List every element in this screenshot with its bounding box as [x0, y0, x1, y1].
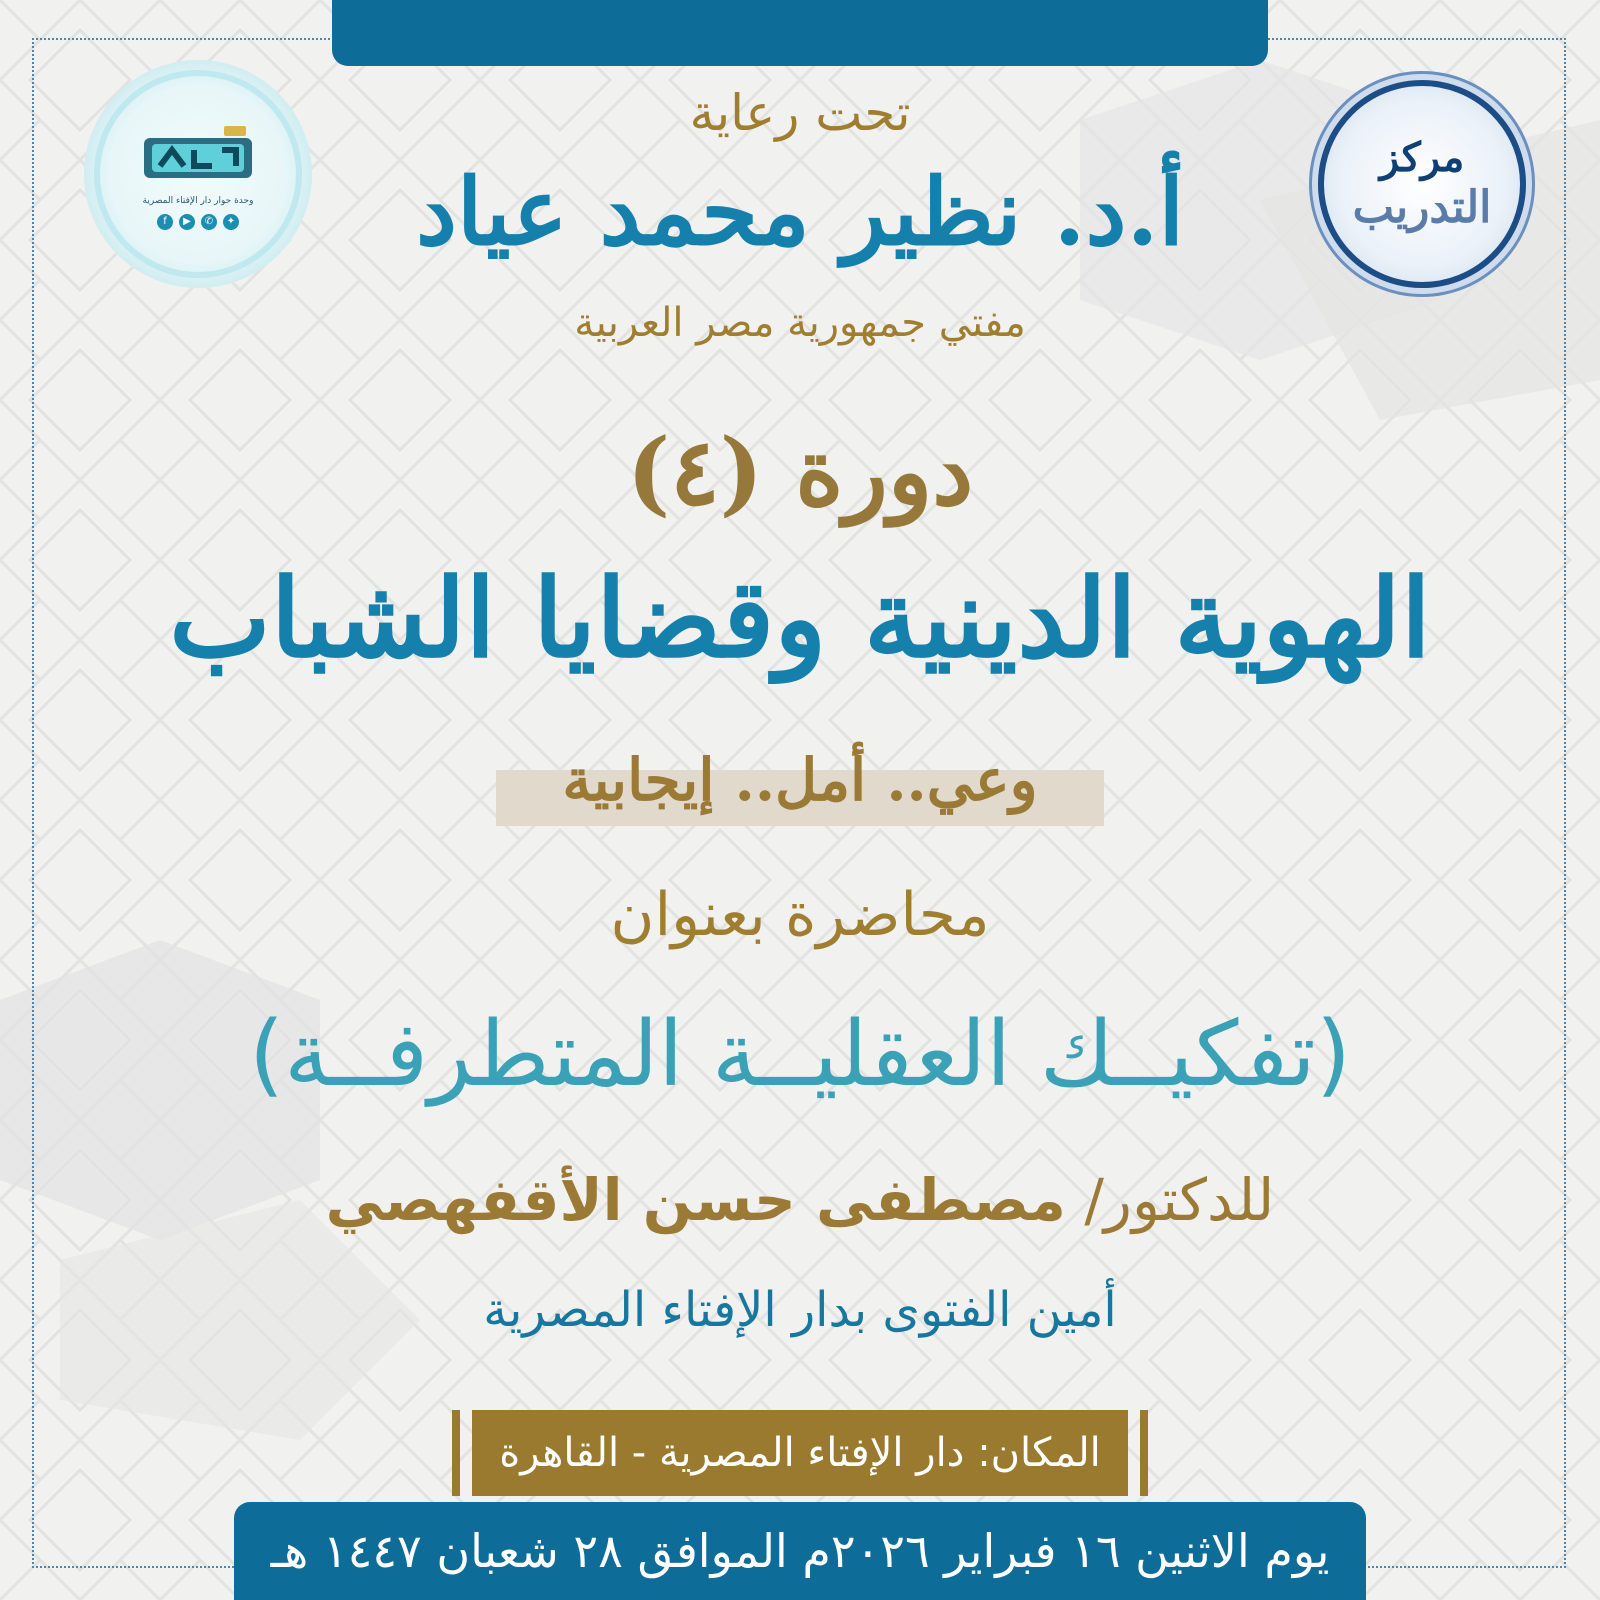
patron-title: مفتي جمهورية مصر العربية	[574, 300, 1026, 346]
speaker-line	[0, 1166, 1600, 1234]
course-slogan: وعي.. أمل.. إيجابية	[562, 746, 1038, 814]
patronage-label: تحت رعاية	[689, 84, 911, 142]
venue-bar-right	[1140, 1410, 1148, 1496]
top-banner-bar	[332, 0, 1268, 66]
course-number: دورة (٤)	[626, 418, 974, 526]
logo-text-line1: مركز	[1379, 134, 1465, 181]
date-banner: يوم الاثنين ١٦ فبراير ٢٠٢٦م الموافق ٢٨ شعبان ١٤٤٧ هـ	[234, 1502, 1366, 1600]
patron-name: أ.د. نظير محمد عياد	[415, 158, 1185, 266]
venue-bar-left	[452, 1410, 460, 1496]
facebook-icon: f	[157, 214, 173, 230]
speaker-name: مصطفى حسن الأقفهصي	[325, 1166, 1066, 1234]
venue-box	[452, 1410, 1148, 1496]
lecture-title: (تفكيــك العقليــة المتطرفــة)	[249, 1002, 1351, 1107]
logo-caption: وحدة حوار دار الإفتاء المصرية	[142, 196, 254, 206]
twitter-icon: ✦	[223, 214, 239, 230]
youtube-icon: ▶	[179, 214, 195, 230]
speaker-role: أمين الفتوى بدار الإفتاء المصرية	[483, 1282, 1117, 1338]
venue-text: المكان: دار الإفتاء المصرية - القاهرة	[472, 1410, 1128, 1496]
whatsapp-icon: ✆	[201, 214, 217, 230]
lecture-label: محاضرة بعنوان	[610, 880, 990, 950]
logo-text-line2: التدريب	[1352, 182, 1492, 233]
speaker-prefix: للدكتور/	[1065, 1166, 1275, 1234]
course-title: الهوية الدينية وقضايا الشباب	[169, 556, 1431, 682]
